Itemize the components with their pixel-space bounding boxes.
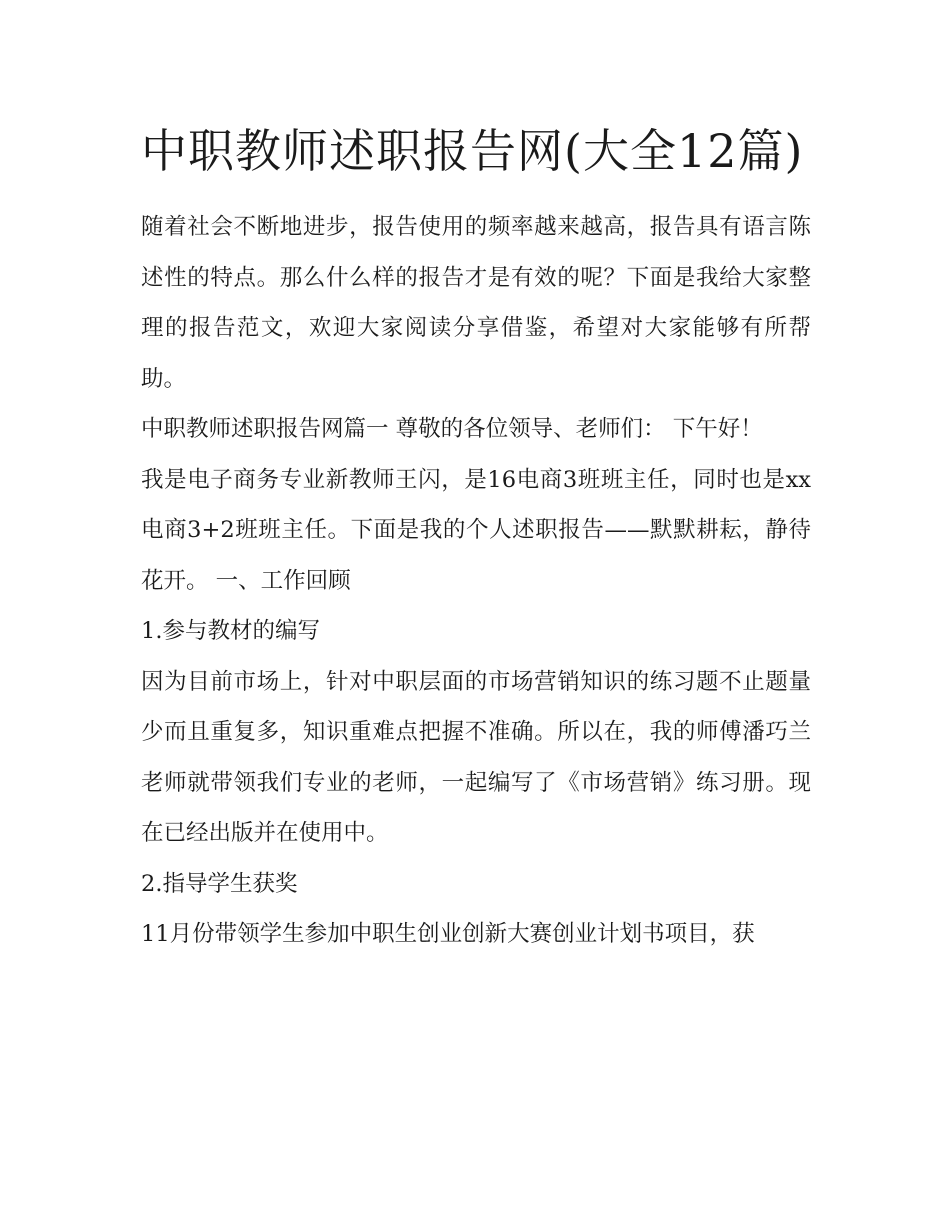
paragraph-student-awards: 11月份带领学生参加中职生创业创新大赛创业计划书项目，获: [141, 921, 755, 947]
heading-student-awards: 2.指导学生获奖: [141, 870, 298, 897]
document-body: [141, 202, 811, 960]
paragraph-intro: 随着社会不断地进步，报告使用的频率越来越高，报告具有语言陈述性的特点。那么什么样的报告才是有效的呢？下面是我给大家整理的报告范文，欢迎大家阅读分享借鉴，希望对大家能够有所帮助。: [141, 214, 811, 392]
document-title: 中职教师述职报告网(大全12篇): [141, 124, 804, 178]
paragraph-textbook-writing: 因为目前市场上，针对中职层面的市场营销知识的练习题不止题量少而且重复多，知识重难点把握不准确。所以在，我的师傅潘巧兰老师就带领我们专业的老师，一起编写了《市场营销》练习册。现在已经出版并在使用中。: [141, 668, 811, 846]
paragraph-self-intro: 我是电子商务专业新教师王闪，是16电商3班班主任，同时也是xx电商3+2班班主任。下面是我的个人述职报告——默默耕耘，静待花开。 一、工作回顾: [141, 466, 811, 594]
paragraph-greeting: 中职教师述职报告网篇一 尊敬的各位领导、老师们： 下午好！: [141, 416, 763, 442]
document-page: [141, 112, 811, 960]
heading-textbook-writing: 1.参与教材的编写: [141, 618, 320, 644]
